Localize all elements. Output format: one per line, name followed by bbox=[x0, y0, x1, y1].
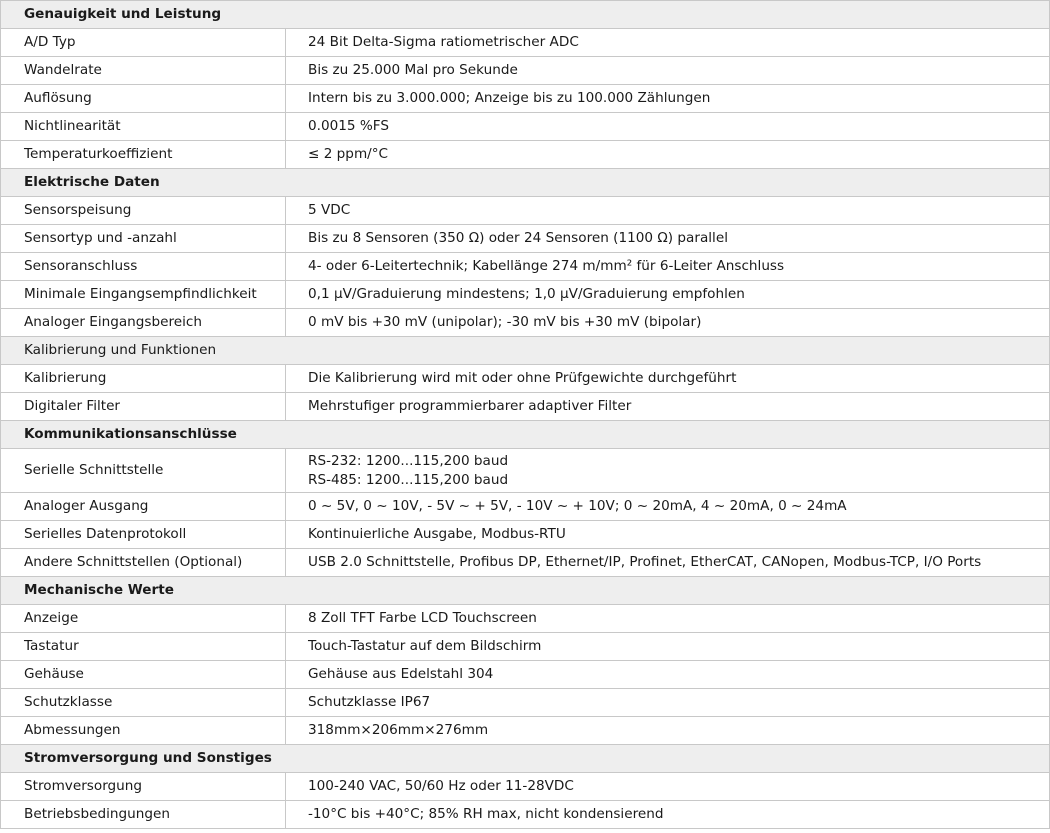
table-row bbox=[1, 85, 1050, 113]
spec-label: Temperaturkoeffizient bbox=[1, 141, 286, 169]
table-row bbox=[1, 689, 1050, 717]
spec-value: Mehrstufiger programmierbarer adaptiver Filter bbox=[286, 393, 1050, 421]
spec-label: Auflösung bbox=[1, 85, 286, 113]
spec-value: 24 Bit Delta-Sigma ratiometrischer ADC bbox=[286, 29, 1050, 57]
table-row bbox=[1, 309, 1050, 337]
table-row bbox=[1, 449, 1050, 493]
spec-value: Die Kalibrierung wird mit oder ohne Prüfgewichte durchgeführt bbox=[286, 365, 1050, 393]
spec-value: 8 Zoll TFT Farbe LCD Touchscreen bbox=[286, 605, 1050, 633]
spec-label: Wandelrate bbox=[1, 57, 286, 85]
section-title: Kommunikationsanschlüsse bbox=[1, 421, 1050, 449]
spec-value: 318mm×206mm×276mm bbox=[286, 717, 1050, 745]
table-row bbox=[1, 549, 1050, 577]
spec-label: Stromversorgung bbox=[1, 773, 286, 801]
spec-value: Schutzklasse IP67 bbox=[286, 689, 1050, 717]
table-row bbox=[1, 493, 1050, 521]
spec-value: Bis zu 25.000 Mal pro Sekunde bbox=[286, 57, 1050, 85]
spec-value: Intern bis zu 3.000.000; Anzeige bis zu 100.000 Zählungen bbox=[286, 85, 1050, 113]
table-row bbox=[1, 57, 1050, 85]
spec-value-line: RS-485: 1200...115,200 baud bbox=[308, 471, 509, 488]
spec-value: Gehäuse aus Edelstahl 304 bbox=[286, 661, 1050, 689]
spec-label: Digitaler Filter bbox=[1, 393, 286, 421]
section-header bbox=[1, 1, 1050, 29]
spec-value: 4- oder 6-Leitertechnik; Kabellänge 274 m/mm² für 6-Leiter Anschluss bbox=[286, 253, 1050, 281]
section-header bbox=[1, 337, 1050, 365]
spec-label: Minimale Eingangsempfindlichkeit bbox=[1, 281, 286, 309]
table-row bbox=[1, 633, 1050, 661]
spec-value-line: RS-232: 1200...115,200 baud bbox=[308, 452, 509, 469]
table-row bbox=[1, 141, 1050, 169]
spec-label: Analoger Ausgang bbox=[1, 493, 286, 521]
spec-label: Sensorspeisung bbox=[1, 197, 286, 225]
section-header bbox=[1, 577, 1050, 605]
section-title: Stromversorgung und Sonstiges bbox=[1, 745, 1050, 773]
table-row bbox=[1, 393, 1050, 421]
spec-label: Sensoranschluss bbox=[1, 253, 286, 281]
spec-value: 0 ~ 5V, 0 ~ 10V, - 5V ~ + 5V, - 10V ~ + 10V; 0 ~ 20mA, 4 ~ 20mA, 0 ~ 24mA bbox=[286, 493, 1050, 521]
spec-label: Abmessungen bbox=[1, 717, 286, 745]
spec-value: -10°C bis +40°C; 85% RH max, nicht kondensierend bbox=[286, 801, 1050, 829]
spec-value: USB 2.0 Schnittstelle, Profibus DP, Ethernet/IP, Profinet, EtherCAT, CANopen, Modbus-TCP, I/O Ports bbox=[286, 549, 1050, 577]
table-row bbox=[1, 365, 1050, 393]
table-row bbox=[1, 773, 1050, 801]
spec-label: Tastatur bbox=[1, 633, 286, 661]
section-title: Elektrische Daten bbox=[1, 169, 1050, 197]
spec-label: Gehäuse bbox=[1, 661, 286, 689]
section-title: Kalibrierung und Funktionen bbox=[1, 337, 1050, 365]
spec-label: A/D Typ bbox=[1, 29, 286, 57]
table-row bbox=[1, 717, 1050, 745]
table-row bbox=[1, 253, 1050, 281]
table-row bbox=[1, 225, 1050, 253]
section-header bbox=[1, 745, 1050, 773]
table-row bbox=[1, 281, 1050, 309]
spec-label: Andere Schnittstellen (Optional) bbox=[1, 549, 286, 577]
spec-value: 0,1 μV/Graduierung mindestens; 1,0 μV/Graduierung empfohlen bbox=[286, 281, 1050, 309]
table-row bbox=[1, 605, 1050, 633]
table-row bbox=[1, 661, 1050, 689]
spec-value: ≤ 2 ppm/°C bbox=[286, 141, 1050, 169]
spec-value: 0.0015 %FS bbox=[286, 113, 1050, 141]
spec-label: Sensortyp und -anzahl bbox=[1, 225, 286, 253]
spec-value: 5 VDC bbox=[286, 197, 1050, 225]
spec-label: Schutzklasse bbox=[1, 689, 286, 717]
spec-value: 100-240 VAC, 50/60 Hz oder 11-28VDC bbox=[286, 773, 1050, 801]
spec-label: Nichtlinearität bbox=[1, 113, 286, 141]
spec-label: Kalibrierung bbox=[1, 365, 286, 393]
spec-value bbox=[286, 449, 1050, 493]
spec-value: Kontinuierliche Ausgabe, Modbus-RTU bbox=[286, 521, 1050, 549]
table-row bbox=[1, 113, 1050, 141]
spec-label: Serielles Datenprotokoll bbox=[1, 521, 286, 549]
section-title: Mechanische Werte bbox=[1, 577, 1050, 605]
table-row bbox=[1, 29, 1050, 57]
table-row bbox=[1, 521, 1050, 549]
table-row bbox=[1, 197, 1050, 225]
spec-label: Analoger Eingangsbereich bbox=[1, 309, 286, 337]
spec-value: Bis zu 8 Sensoren (350 Ω) oder 24 Sensoren (1100 Ω) parallel bbox=[286, 225, 1050, 253]
section-header bbox=[1, 169, 1050, 197]
section-title: Genauigkeit und Leistung bbox=[1, 1, 1050, 29]
table-row bbox=[1, 801, 1050, 829]
spec-value: 0 mV bis +30 mV (unipolar); -30 mV bis +30 mV (bipolar) bbox=[286, 309, 1050, 337]
section-header bbox=[1, 421, 1050, 449]
spec-value: Touch-Tastatur auf dem Bildschirm bbox=[286, 633, 1050, 661]
spec-label: Betriebsbedingungen bbox=[1, 801, 286, 829]
spec-label: Anzeige bbox=[1, 605, 286, 633]
spec-label: Serielle Schnittstelle bbox=[1, 449, 286, 493]
